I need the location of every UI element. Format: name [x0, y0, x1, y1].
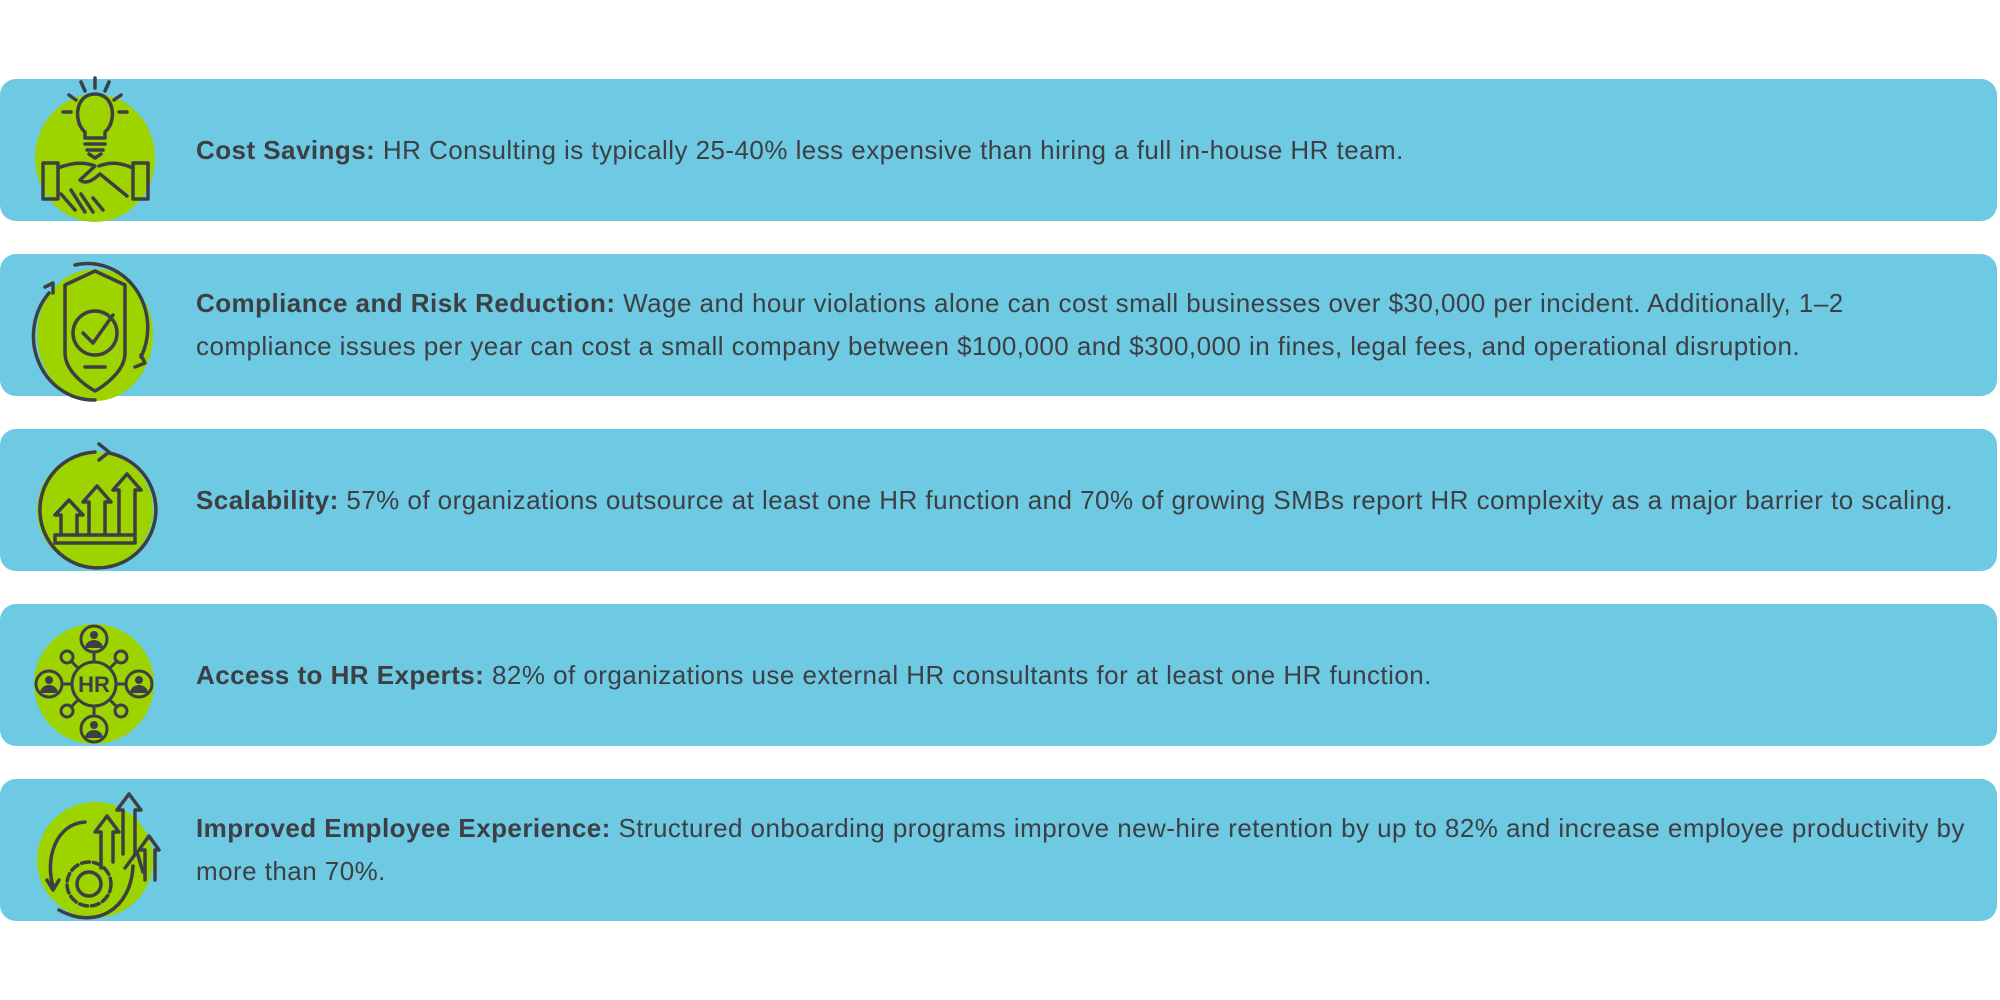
- benefit-body: 82% of organizations use external HR consultants for at least one HR function.: [484, 659, 1432, 690]
- benefit-body: 57% of organizations outsource at least one HR function and 70% of growing SMBs report HR complexity as a major barrier to scaling.: [338, 484, 1954, 515]
- gear-growth-icon: [15, 770, 175, 930]
- benefit-card-employee-experience: [0, 779, 1997, 921]
- benefit-card-scalability: [0, 429, 1997, 571]
- benefit-text: [196, 479, 1953, 522]
- benefit-card-cost-savings: [0, 79, 1997, 221]
- benefit-text: [196, 129, 1404, 172]
- handshake-lightbulb-icon: [15, 70, 175, 230]
- growth-arrows-icon: [15, 420, 175, 580]
- benefit-title: Compliance and Risk Reduction:: [196, 288, 616, 318]
- benefit-body: HR Consulting is typically 25-40% less expensive than hiring a full in-house HR team.: [375, 134, 1404, 165]
- benefit-card-compliance: [0, 254, 1997, 396]
- benefit-text: [196, 807, 1973, 893]
- benefit-text: [196, 654, 1432, 697]
- shield-check-icon: [15, 245, 175, 405]
- svg-text:HR: HR: [78, 672, 110, 697]
- benefit-title: Access to HR Experts:: [196, 659, 485, 690]
- benefit-title: Cost Savings:: [196, 134, 376, 165]
- benefit-card-hr-experts: [0, 604, 1997, 746]
- benefit-title: Scalability:: [196, 484, 339, 515]
- benefit-title: Improved Employee Experience:: [196, 813, 611, 843]
- benefit-body: Structured onboarding programs improve new-hire retention by up to 82% and increase employee productivity by more than 70%.: [196, 813, 1965, 886]
- benefit-text: [196, 282, 1973, 368]
- benefit-body: Wage and hour violations alone can cost small businesses over $30,000 per incident. Additionally, 1–2 compliance issues per year can cost a small company between $100,000 and $300,000 in fines, legal fees, and operational disruption.: [196, 288, 1844, 361]
- hr-network-icon: [15, 595, 175, 755]
